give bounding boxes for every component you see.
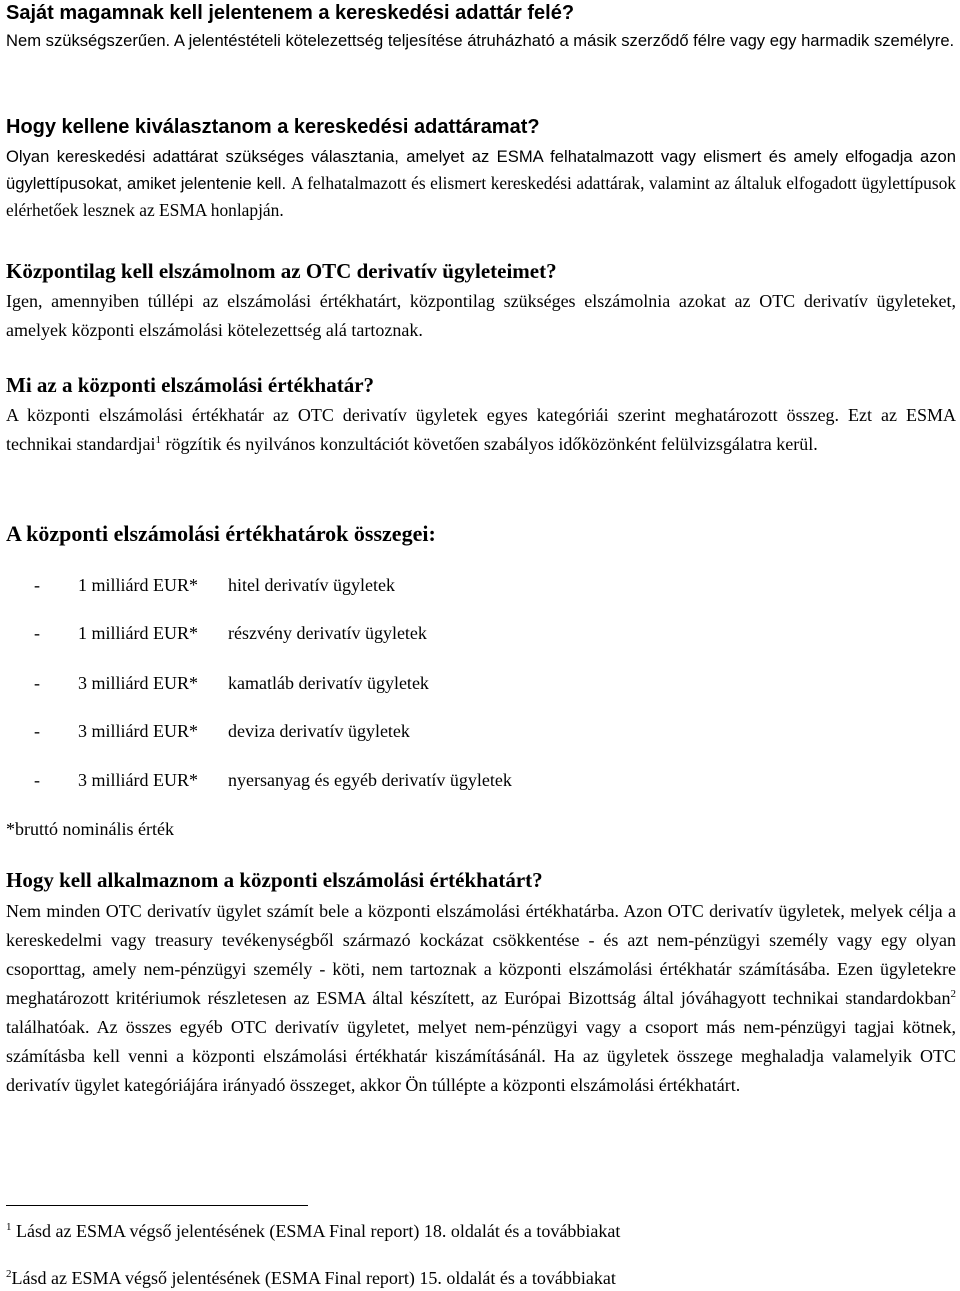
q4-body-start: A központi elszámolási értékhatár az OTC derivatív ügyletek egyes kategóriái szerint meghatározott összeg. Ezt az ESMA technikai standardjai (6, 405, 956, 454)
footnote-text: Lásd az ESMA végső jelentésének (ESMA Final report) 18. oldalát és a továbbiakat (11, 1221, 621, 1241)
threshold-category: nyersanyag és egyéb derivatív ügyletek (228, 770, 512, 790)
footnote-number: 1 (6, 1221, 12, 1233)
footnote-ref-2: 2 (950, 988, 956, 1000)
q5-body-end: találhatóak. Az összes egyéb OTC derivatív ügyletet, melyet nem-pénzügyi vagy a csoport más nem-pénzügyi tagjai kötnek, számításba kell venni a központi elszámolási értékhatár kiszámításánál. Ha az ügyletek összege meghaladja valamelyik OTC derivatív ügylet kategóriájára irányadó összeget, akkor Ön túllépte a központi elszámolási értékhatárt. (6, 1017, 956, 1095)
q2-body-serif: A felhatalmazott és elismert kereskedési adattárak, valamint az általuk elfogadott ügylettípusok elérhetőek lesznek az ESMA honlapján. (6, 173, 956, 220)
footnote-2 (6, 1266, 616, 1290)
q3-body: Igen, amennyiben túllépi az elszámolási értékhatárt, központilag szükséges elszámolnia azokat az OTC derivatív ügyleteket, amelyek központi elszámolási kötelezettség alá tartoznak. (6, 291, 956, 340)
q4-body (6, 401, 956, 459)
q4-body-end: rögzítik és nyilvános konzultációt követően szabályos időközönként felülvizsgálatra kerül. (160, 434, 818, 454)
threshold-category: kamatláb derivatív ügyletek (228, 673, 429, 693)
q4-heading: Mi az a központi elszámolási értékhatár? (6, 373, 375, 397)
threshold-category: deviza derivatív ügyletek (228, 721, 410, 741)
threshold-item (6, 719, 410, 743)
q2-body-sans: Olyan kereskedési adattárat szükséges választania, amelyet az ESMA felhatalmazott vagy elismert és amely elfogadja azon ügylettípusokat, amiket jelentenie kell. (6, 147, 956, 193)
section-q2 (6, 114, 956, 224)
footnote-text: Lásd az ESMA végső jelentésének (ESMA Final report) 15. oldalát és a továbbiakat (11, 1268, 616, 1288)
q2-heading: Hogy kellene kiválasztanom a kereskedési adattáramat? (6, 116, 540, 138)
threshold-amount: 3 milliárd EUR* (78, 770, 198, 790)
list-dash: - (34, 623, 40, 643)
threshold-amount: 3 milliárd EUR* (78, 673, 198, 693)
threshold-amount: 1 milliárd EUR* (78, 623, 198, 643)
list-dash: - (34, 673, 40, 693)
section-q4 (6, 372, 956, 459)
threshold-category: hitel derivatív ügyletek (228, 575, 395, 595)
section-q3 (6, 258, 956, 345)
list-dash: - (34, 770, 40, 790)
footnote-number: 2 (6, 1268, 12, 1280)
threshold-amount: 3 milliárd EUR* (78, 721, 198, 741)
section-q1 (6, 0, 956, 54)
q3-heading: Központilag kell elszámolnom az OTC derivatív ügyleteimet? (6, 259, 557, 283)
q5-body (6, 897, 956, 1100)
list-dash: - (34, 575, 40, 595)
threshold-amount: 1 milliárd EUR* (78, 575, 198, 595)
footnote-separator (6, 1205, 308, 1206)
threshold-item (6, 768, 512, 792)
footnote-ref-1: 1 (155, 434, 161, 446)
q1-body: Nem szükségszerűen. A jelentéstételi kötelezettség teljesítése átruházható a másik szerződő félre vagy egy harmadik személyre. (6, 31, 955, 50)
threshold-item (6, 671, 429, 695)
q5-heading: Hogy kell alkalmaznom a központi elszámolási értékhatárt? (6, 868, 543, 892)
threshold-category: részvény derivatív ügyletek (228, 623, 427, 643)
thresholds-heading: A központi elszámolási értékhatárok összegei: (6, 521, 436, 546)
q2-body (6, 144, 956, 224)
footnote-1 (6, 1219, 620, 1243)
list-dash: - (34, 721, 40, 741)
q5-body-start: Nem minden OTC derivatív ügylet számít bele a központi elszámolási értékhatárba. Azon OTC derivatív ügyletek, melyek célja a kereskedelmi vagy treasury tevékenységből származó kockázat csökkentése - és azt nem-pénzügyi személy vagy egy olyan csoporttag, amely nem-pénzügyi személy - köti, nem tartoznak a központi elszámolási értékhatár számításába. Ezen ügyletekre meghatározott kritériumok részletesen az ESMA által készített, az Európai Bizottság által jóváhagyott technikai standardokban (6, 901, 956, 1008)
section-q5 (6, 867, 956, 1100)
q1-heading: Saját magamnak kell jelentenem a kereskedési adattár felé? (6, 2, 575, 24)
threshold-item (6, 573, 395, 597)
threshold-item (6, 621, 427, 645)
thresholds-note: *bruttó nominális érték (6, 819, 174, 839)
